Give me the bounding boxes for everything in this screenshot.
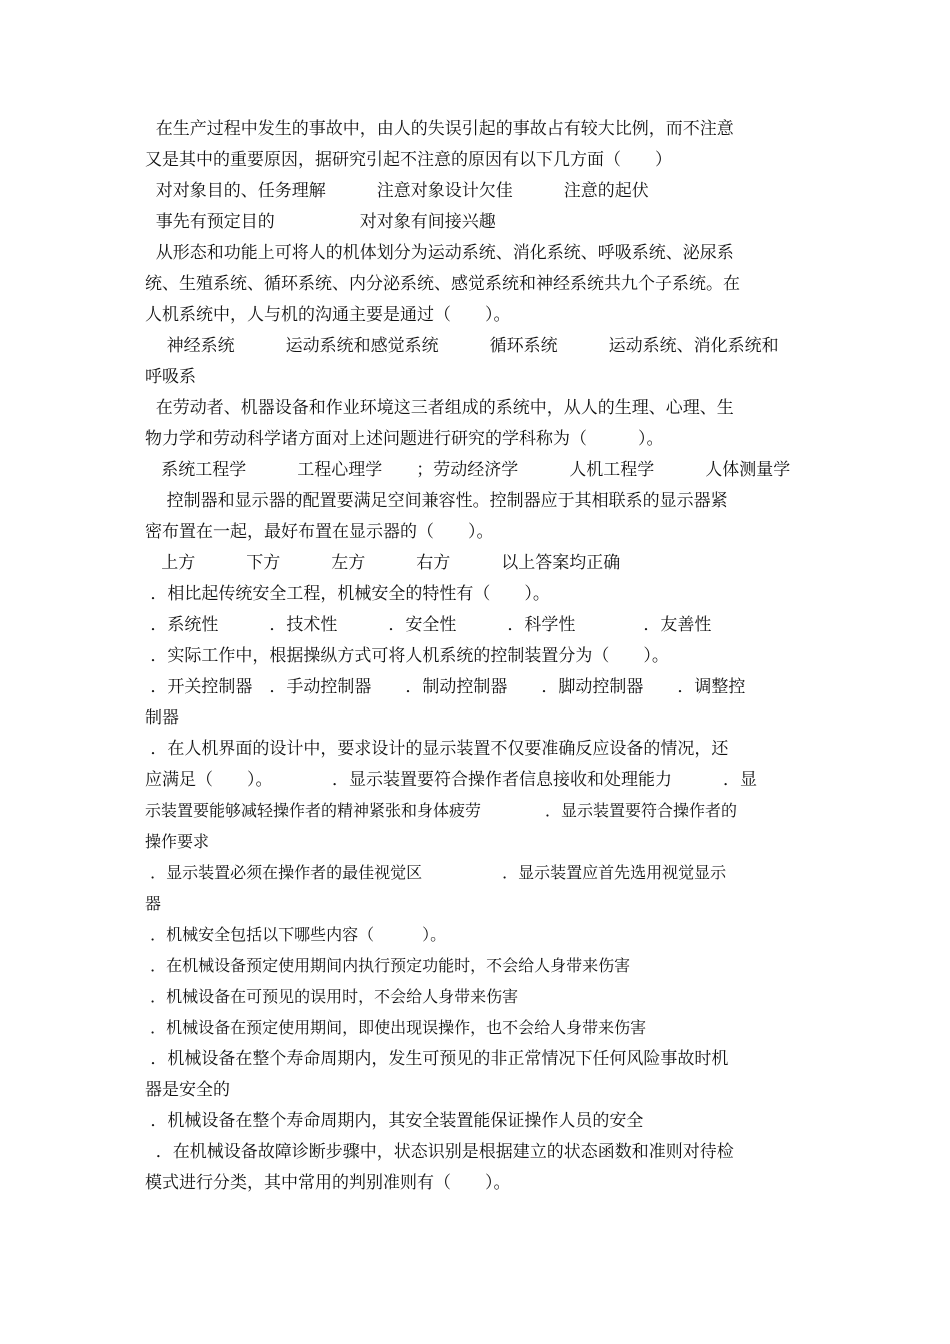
text-line: ．机械设备在预定使用期间，即使出现误操作，也不会给人身带来伤害 bbox=[145, 1018, 647, 1037]
text-line: 统、生殖系统、循环系统、内分泌系统、感觉系统和神经系统共九个子系统。在 bbox=[145, 274, 740, 294]
text-line: 示装置要能够减轻操作者的精神紧张和身体疲劳 ．显示装置要符合操作者的 bbox=[145, 801, 738, 820]
text-line: 又是其中的重要原因，据研究引起不注意的原因有以下几方面（ ） bbox=[145, 150, 672, 170]
text-line: ．在人机界面的设计中，要求设计的显示装置不仅要准确反应设备的情况，还 bbox=[145, 739, 729, 759]
text-line: 模式进行分类，其中常用的判别准则有（ ）。 bbox=[145, 1173, 511, 1193]
text-line: ．在机械设备故障诊断步骤中，状态识别是根据建立的状态函数和准则对待检 bbox=[145, 1142, 734, 1162]
text-line: 控制器和显示器的配置要满足空间兼容性。控制器应于其相联系的显示器紧 bbox=[145, 491, 728, 511]
text-line: 呼吸系 bbox=[145, 367, 196, 387]
text-line: ．机械设备在整个寿命周期内，其安全装置能保证操作人员的安全 bbox=[145, 1111, 644, 1131]
text-line: ．在机械设备预定使用期间内执行预定功能时，不会给人身带来伤害 bbox=[145, 956, 631, 975]
text-line: 物力学和劳动科学诸方面对上述问题进行研究的学科称为（ ）。 bbox=[145, 429, 664, 449]
text-line: ．机械设备在可预见的误用时，不会给人身带来伤害 bbox=[145, 987, 519, 1006]
text-line: 应满足（ ）。 ．显示装置要符合操作者信息接收和处理能力 ．显 bbox=[145, 770, 757, 790]
text-line: 从形态和功能上可将人的机体划分为运动系统、消化系统、呼吸系统、泌尿系 bbox=[145, 243, 734, 263]
text-line: 在劳动者、机器设备和作业环境这三者组成的系统中，从人的生理、心理、生 bbox=[145, 398, 734, 418]
text-line: 制器 bbox=[145, 708, 179, 728]
text-line: 系统工程学 工程心理学 ；劳动经济学 人机工程学 人体测量学 bbox=[145, 460, 791, 480]
text-line: 对对象目的、任务理解 注意对象设计欠佳 注意的起伏 bbox=[145, 181, 649, 201]
text-line: 密布置在一起，最好布置在显示器的（ ）。 bbox=[145, 522, 494, 542]
text-line: ．相比起传统安全工程，机械安全的特性有（ ）。 bbox=[145, 584, 550, 604]
text-line: 操作要求 bbox=[145, 832, 210, 851]
text-line: 神经系统 运动系统和感觉系统 循环系统 运动系统、消化系统和 bbox=[145, 336, 779, 356]
text-line: ．系统性 ．技术性 ．安全性 ．科学性 ．友善性 bbox=[145, 615, 712, 635]
text-line: 器 bbox=[145, 894, 162, 913]
text-line: ．机械安全包括以下哪些内容（ ）。 bbox=[145, 925, 447, 944]
text-line: ．机械设备在整个寿命周期内，发生可预见的非正常情况下任何风险事故时机 bbox=[145, 1049, 729, 1069]
text-line: 事先有预定目的 对对象有间接兴趣 bbox=[145, 212, 496, 232]
text-line: ．实际工作中，根据操纵方式可将人机系统的控制装置分为（ ）。 bbox=[145, 646, 669, 666]
text-line: 器是安全的 bbox=[145, 1080, 230, 1100]
text-line: 人机系统中，人与机的沟通主要是通过（ ）。 bbox=[145, 305, 511, 325]
text-line: ．显示装置必须在操作者的最佳视觉区 ．显示装置应首先选用视觉显示 bbox=[145, 863, 727, 882]
text-line: ．开关控制器 ．手动控制器 ．制动控制器 ．脚动控制器 ．调整控 bbox=[145, 677, 746, 697]
text-line: 上方 下方 左方 右方 以上答案均正确 bbox=[145, 553, 621, 573]
text-line: 在生产过程中发生的事故中，由人的失误引起的事故占有较大比例，而不注意 bbox=[145, 119, 734, 139]
